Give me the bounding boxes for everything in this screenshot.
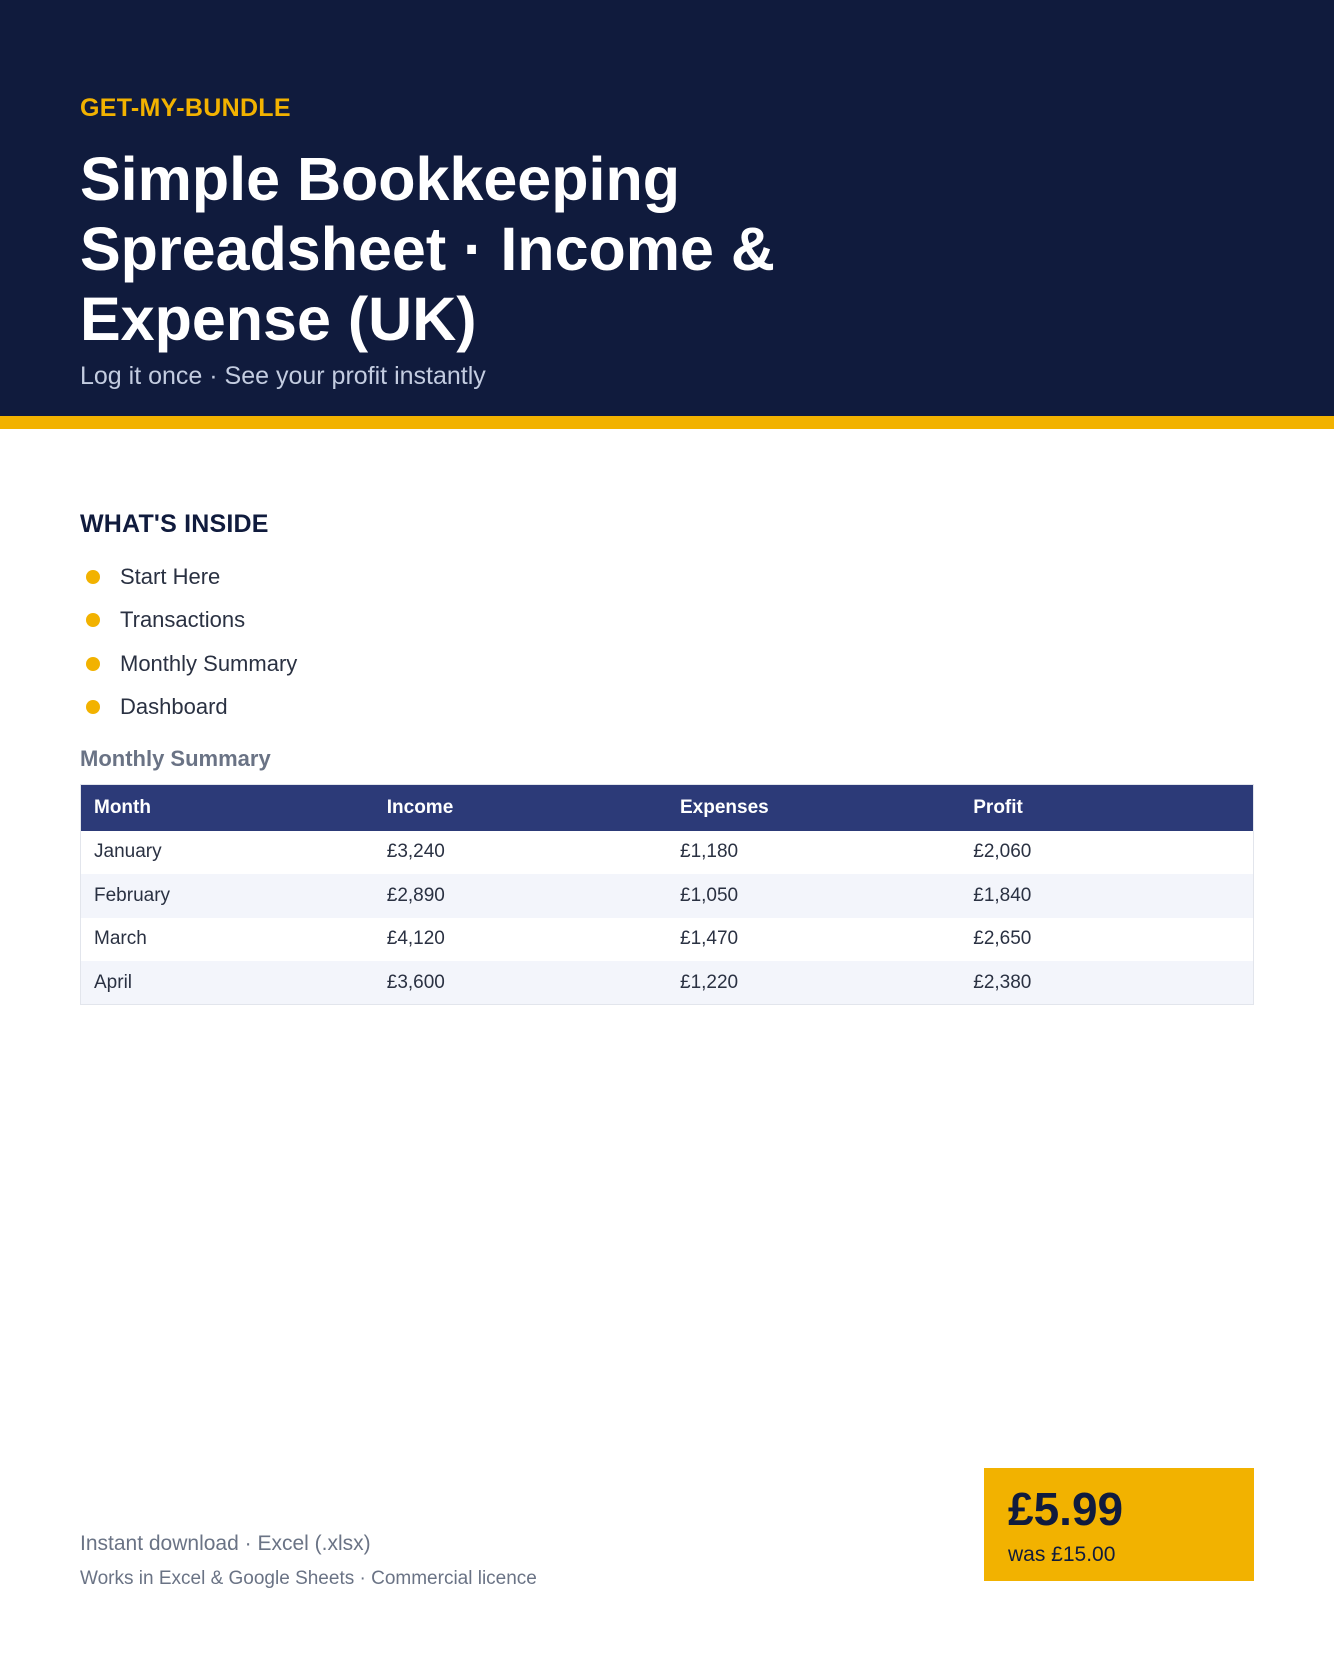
cell-profit: £2,060: [973, 841, 1032, 863]
list-item: [80, 642, 297, 686]
cell-expenses: £1,180: [680, 841, 739, 863]
cell-month: March: [94, 928, 147, 950]
whats-inside-heading: WHAT'S INSIDE: [80, 510, 269, 538]
bullet-dot-icon: [86, 613, 100, 627]
table-caption: Monthly Summary: [80, 746, 271, 771]
list-item-label: Start Here: [120, 563, 221, 589]
column-header-profit: Profit: [960, 785, 1253, 831]
column-header-expenses: Expenses: [667, 785, 960, 831]
list-item: [80, 555, 297, 599]
list-item-label: Transactions: [120, 607, 246, 633]
cell-expenses: £1,050: [667, 874, 960, 918]
cell-profit: £1,840: [960, 874, 1253, 918]
cell-income: £2,890: [374, 874, 667, 918]
column-header-income: Income: [374, 785, 667, 831]
list-item: [80, 599, 297, 643]
price-badge: [984, 1468, 1254, 1581]
cell-month: April: [81, 961, 374, 1005]
cell-profit: £2,650: [973, 928, 1032, 950]
bullet-dot-icon: [86, 700, 100, 714]
bullet-dot-icon: [86, 657, 100, 671]
table-row: [81, 874, 1254, 918]
original-price: was £15.00: [1008, 1543, 1116, 1566]
monthly-summary-table: [80, 784, 1254, 1005]
product-subtitle: Log it once · See your profit instantly: [80, 362, 486, 390]
cell-month: January: [94, 841, 162, 863]
contents-list: [80, 555, 297, 729]
cell-income: £3,600: [374, 961, 667, 1005]
cell-income: £3,240: [386, 841, 445, 863]
list-item: [80, 686, 297, 730]
table-row: [81, 918, 1254, 962]
cell-profit: £2,380: [960, 961, 1253, 1005]
format-info: Instant download · Excel (.xlsx): [80, 1532, 371, 1555]
cell-month: February: [81, 874, 374, 918]
table-row: [81, 831, 1254, 875]
cell-expenses: £1,470: [680, 928, 739, 950]
accent-divider: [0, 416, 1334, 429]
hero-banner: [0, 0, 1334, 416]
list-item-label: Monthly Summary: [120, 650, 298, 676]
column-header-month: Month: [81, 785, 374, 831]
table-header-row: [81, 785, 1254, 831]
cell-income: £4,120: [386, 928, 445, 950]
bullet-dot-icon: [86, 570, 100, 584]
compatibility-info: Works in Excel & Google Sheets · Commercial licence: [80, 1568, 537, 1589]
list-item-label: Dashboard: [120, 694, 228, 720]
current-price: £5.99: [1008, 1483, 1124, 1535]
cell-expenses: £1,220: [667, 961, 960, 1005]
product-title: Simple Bookkeeping Spreadsheet · Income & Expense (UK): [80, 145, 775, 353]
table-row: [81, 961, 1254, 1005]
brand-name: GET-MY-BUNDLE: [80, 94, 291, 122]
